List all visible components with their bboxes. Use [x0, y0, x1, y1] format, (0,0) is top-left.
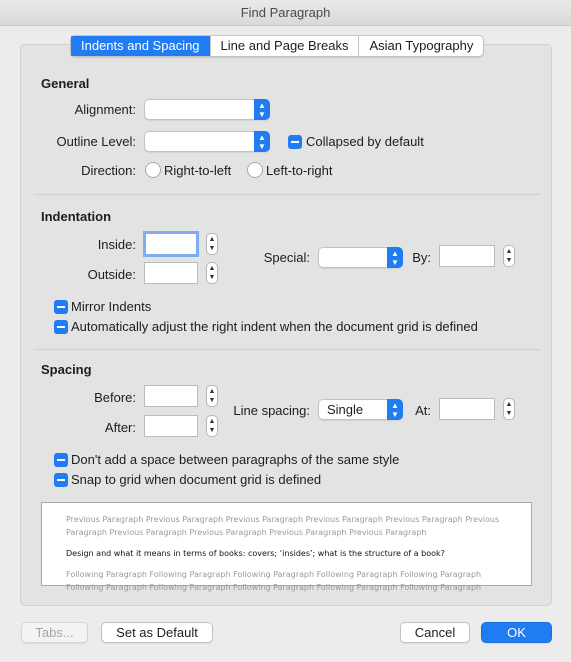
right-to-left-label: Right-to-left	[164, 163, 232, 178]
paragraph-preview	[41, 502, 532, 592]
updown-chevron-icon: ▲ ▼	[254, 131, 270, 152]
no-space-same-style-label: Don't add a space between paragraphs of the same style	[71, 452, 400, 467]
special-label: Special:	[263, 250, 310, 265]
no-space-same-style-checkbox[interactable]	[54, 453, 68, 467]
snap-to-grid-checkbox[interactable]	[54, 473, 68, 487]
updown-chevron-icon: ▲ ▼	[387, 247, 403, 268]
at-input[interactable]	[439, 398, 495, 420]
at-label: At:	[415, 403, 431, 418]
by-label: By:	[412, 250, 431, 265]
after-input[interactable]	[144, 415, 198, 437]
outline-level-select[interactable]	[144, 131, 270, 152]
tab-line-and-page-breaks[interactable]: Line and Page Breaks	[211, 36, 360, 56]
snap-to-grid-label: Snap to grid when document grid is defined	[71, 472, 322, 487]
indentation-section-title: Indentation	[41, 209, 112, 224]
preview-following-paragraph: Following Paragraph Following Paragraph Following Paragraph Following Paragraph Following Paragraph Following Paragraph Following Paragraph Following Paragraph Following Paragraph Following Paragraph	[66, 570, 482, 592]
right-to-left-radio[interactable]	[145, 162, 161, 178]
preview-current-paragraph: Design and what it means in terms of books: covers; ‘insides’; what is the structure of a book?	[66, 549, 445, 558]
special-select[interactable]	[318, 247, 403, 268]
auto-adjust-indent-checkbox[interactable]	[54, 320, 68, 334]
set-as-default-button[interactable]: Set as Default	[101, 622, 213, 643]
left-to-right-radio[interactable]	[247, 162, 263, 178]
section-divider	[34, 349, 540, 350]
cancel-button[interactable]: Cancel	[400, 622, 470, 643]
alignment-label: Alignment:	[74, 102, 136, 117]
mirror-indents-checkbox[interactable]	[54, 300, 68, 314]
updown-chevron-icon: ▲ ▼	[254, 99, 270, 120]
collapsed-by-default-checkbox[interactable]	[288, 135, 302, 149]
tab-bar	[70, 35, 484, 57]
line-spacing-value: Single	[327, 402, 364, 417]
outline-level-label: Outline Level:	[56, 134, 136, 149]
outside-stepper[interactable]: ▲ ▼	[206, 262, 218, 284]
spacing-section-title: Spacing	[41, 362, 92, 377]
left-to-right-label: Left-to-right	[266, 163, 333, 178]
inside-label: Inside:	[97, 237, 136, 252]
outside-input[interactable]	[144, 262, 198, 284]
general-section-title: General	[41, 76, 90, 91]
after-label: After:	[104, 420, 136, 435]
auto-adjust-indent-label: Automatically adjust the right indent when the document grid is defined	[71, 319, 478, 334]
direction-label: Direction:	[81, 163, 136, 178]
inside-stepper[interactable]: ▲ ▼	[206, 233, 218, 255]
line-spacing-label: Line spacing:	[233, 403, 310, 418]
updown-chevron-icon: ▲ ▼	[387, 399, 403, 420]
tab-indents-and-spacing[interactable]: Indents and Spacing	[71, 36, 211, 56]
ok-button[interactable]: OK	[481, 622, 552, 643]
by-input[interactable]	[439, 245, 495, 267]
by-stepper[interactable]: ▲ ▼	[503, 245, 515, 267]
tab-asian-typography[interactable]: Asian Typography	[369, 38, 474, 53]
inside-input[interactable]	[143, 231, 199, 257]
window-title: Find Paragraph	[0, 0, 571, 26]
line-spacing-select[interactable]	[318, 399, 403, 420]
collapsed-by-default-label: Collapsed by default	[306, 134, 424, 149]
section-divider	[34, 194, 540, 195]
alignment-select[interactable]	[144, 99, 270, 120]
mirror-indents-label: Mirror Indents	[71, 299, 152, 314]
tabs-button[interactable]: Tabs...	[21, 622, 88, 643]
at-stepper[interactable]: ▲ ▼	[503, 398, 515, 420]
before-stepper[interactable]: ▲ ▼	[206, 385, 218, 407]
after-stepper[interactable]: ▲ ▼	[206, 415, 218, 437]
outside-label: Outside:	[87, 267, 136, 282]
preview-previous-paragraph: Previous Paragraph Previous Paragraph Previous Paragraph Previous Paragraph Previous Paragraph Previous Paragraph Previous Paragraph Previous Paragraph Previous Paragraph Previous Paragraph	[66, 515, 500, 537]
before-input[interactable]	[144, 385, 198, 407]
before-label: Before:	[94, 390, 136, 405]
